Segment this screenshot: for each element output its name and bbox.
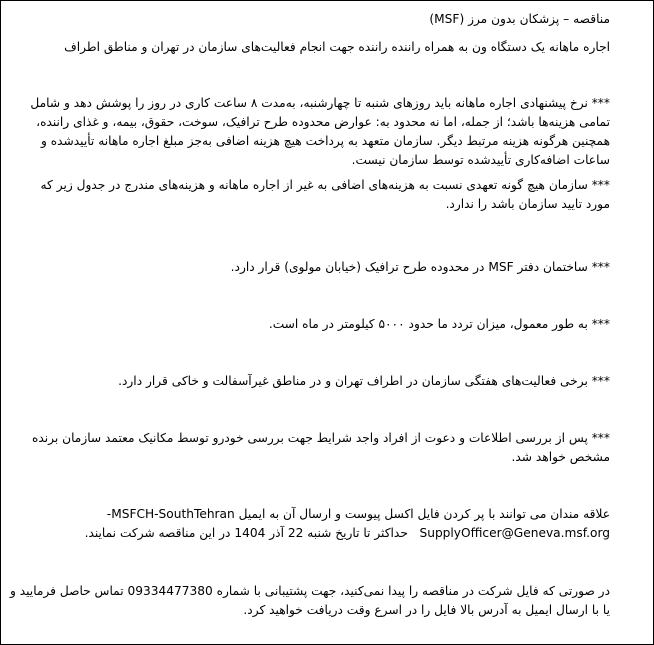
clause-line: *** پس از بررسی اطلاعات و دعوت از افراد واجد شرایط جهت بررسی خودرو توسط مکانیک معتمد سازمان برنده xyxy=(31,431,610,445)
email-part-2[interactable]: SupplyOfficer@Geneva.msf.org xyxy=(419,526,610,540)
subtitle-text: اجاره ماهانه یک دستگاه ون به همراه راننده راننده جهت انجام فعالیت‌های سازمان در تهران و مناطق اطراف xyxy=(64,40,610,54)
clause-line: *** برخی فعالیت‌های هفتگی سازمان در اطراف تهران و در مناطق غیرآسفالت و خاکی قرار دارد. xyxy=(118,374,610,388)
clause-line: *** نرخ پیشنهادی اجاره ماهانه باید روزهای شنبه تا چهارشنبه، به‌مدت ۸ ساعت کاری در روز را پوشش دهد و شامل xyxy=(30,96,610,110)
clause-line: مشخص خواهد شد. xyxy=(511,450,610,464)
clause-extra-costs xyxy=(40,176,610,214)
document-title xyxy=(43,10,610,29)
submission-line-1 xyxy=(43,505,610,524)
clause-selection xyxy=(31,429,610,467)
deadline-text: حداکثر تا تاریخ شنبه 22 آذر 1404 در این مناقصه شرکت نمایند. xyxy=(84,526,408,540)
submission-line-2 xyxy=(43,524,610,543)
clause-unpaved-areas xyxy=(43,372,610,391)
submission-instructions xyxy=(43,505,610,543)
support-note xyxy=(9,582,610,620)
title-text: مناقصه – پزشکان بدون مرز (MSF) xyxy=(429,12,610,26)
clause-line: *** سازمان هیچ گونه تعهدی نسبت به هزینه‌های اضافی به غیر از اجاره ماهانه و هزینه‌های مندرج در جدول زیر که xyxy=(40,178,610,192)
clause-line: ساعات اضافه‌کاری تأییدشده توسط سازمان نیست. xyxy=(351,153,610,167)
clause-office-location xyxy=(43,258,610,277)
clause-line: *** ساختمان دفتر MSF در محدوده طرح ترافیک (خیابان مولوی) قرار دارد. xyxy=(230,260,610,274)
clause-rate-coverage xyxy=(30,94,610,170)
email-part-1: -MSFCH-SouthTehran xyxy=(106,507,235,521)
clause-line: تمامی هزینه‌ها باشد؛ از جمله، اما نه محدود به: عوارض محدوده طرح ترافیک، سوخت، حقوق، بیمه، و غذای راننده، xyxy=(36,115,610,129)
support-line-1: در صورتی که فایل شرکت در مناقصه را پیدا نمی‌کنید، جهت پشتیبانی با شماره 09334477380 تماس حاصل فرمایید و xyxy=(9,584,610,598)
clause-monthly-mileage xyxy=(43,315,610,334)
clause-line: مورد تایید سازمان باشد را ندارد. xyxy=(445,197,610,211)
support-line-2: یا با ارسال ایمیل به آدرس بالا فایل را در اسرع وقت دریافت خواهید کرد. xyxy=(243,603,610,617)
clause-line: *** به طور معمول، میزان تردد ما حدود ۵۰۰۰ کیلومتر در ماه است. xyxy=(268,317,610,331)
submission-text: علاقه مندان می توانند با پر کردن فایل اکسل پیوست و ارسال آن به ایمیل xyxy=(238,507,610,521)
document-subtitle xyxy=(43,38,610,57)
clause-line: همچنین هرگونه هزینه مرتبط دیگر. سازمان متعهد به پرداخت هیچ هزینه اضافی به‌جز مبلغ اجاره ماهانه تأییدشده و xyxy=(41,134,610,148)
